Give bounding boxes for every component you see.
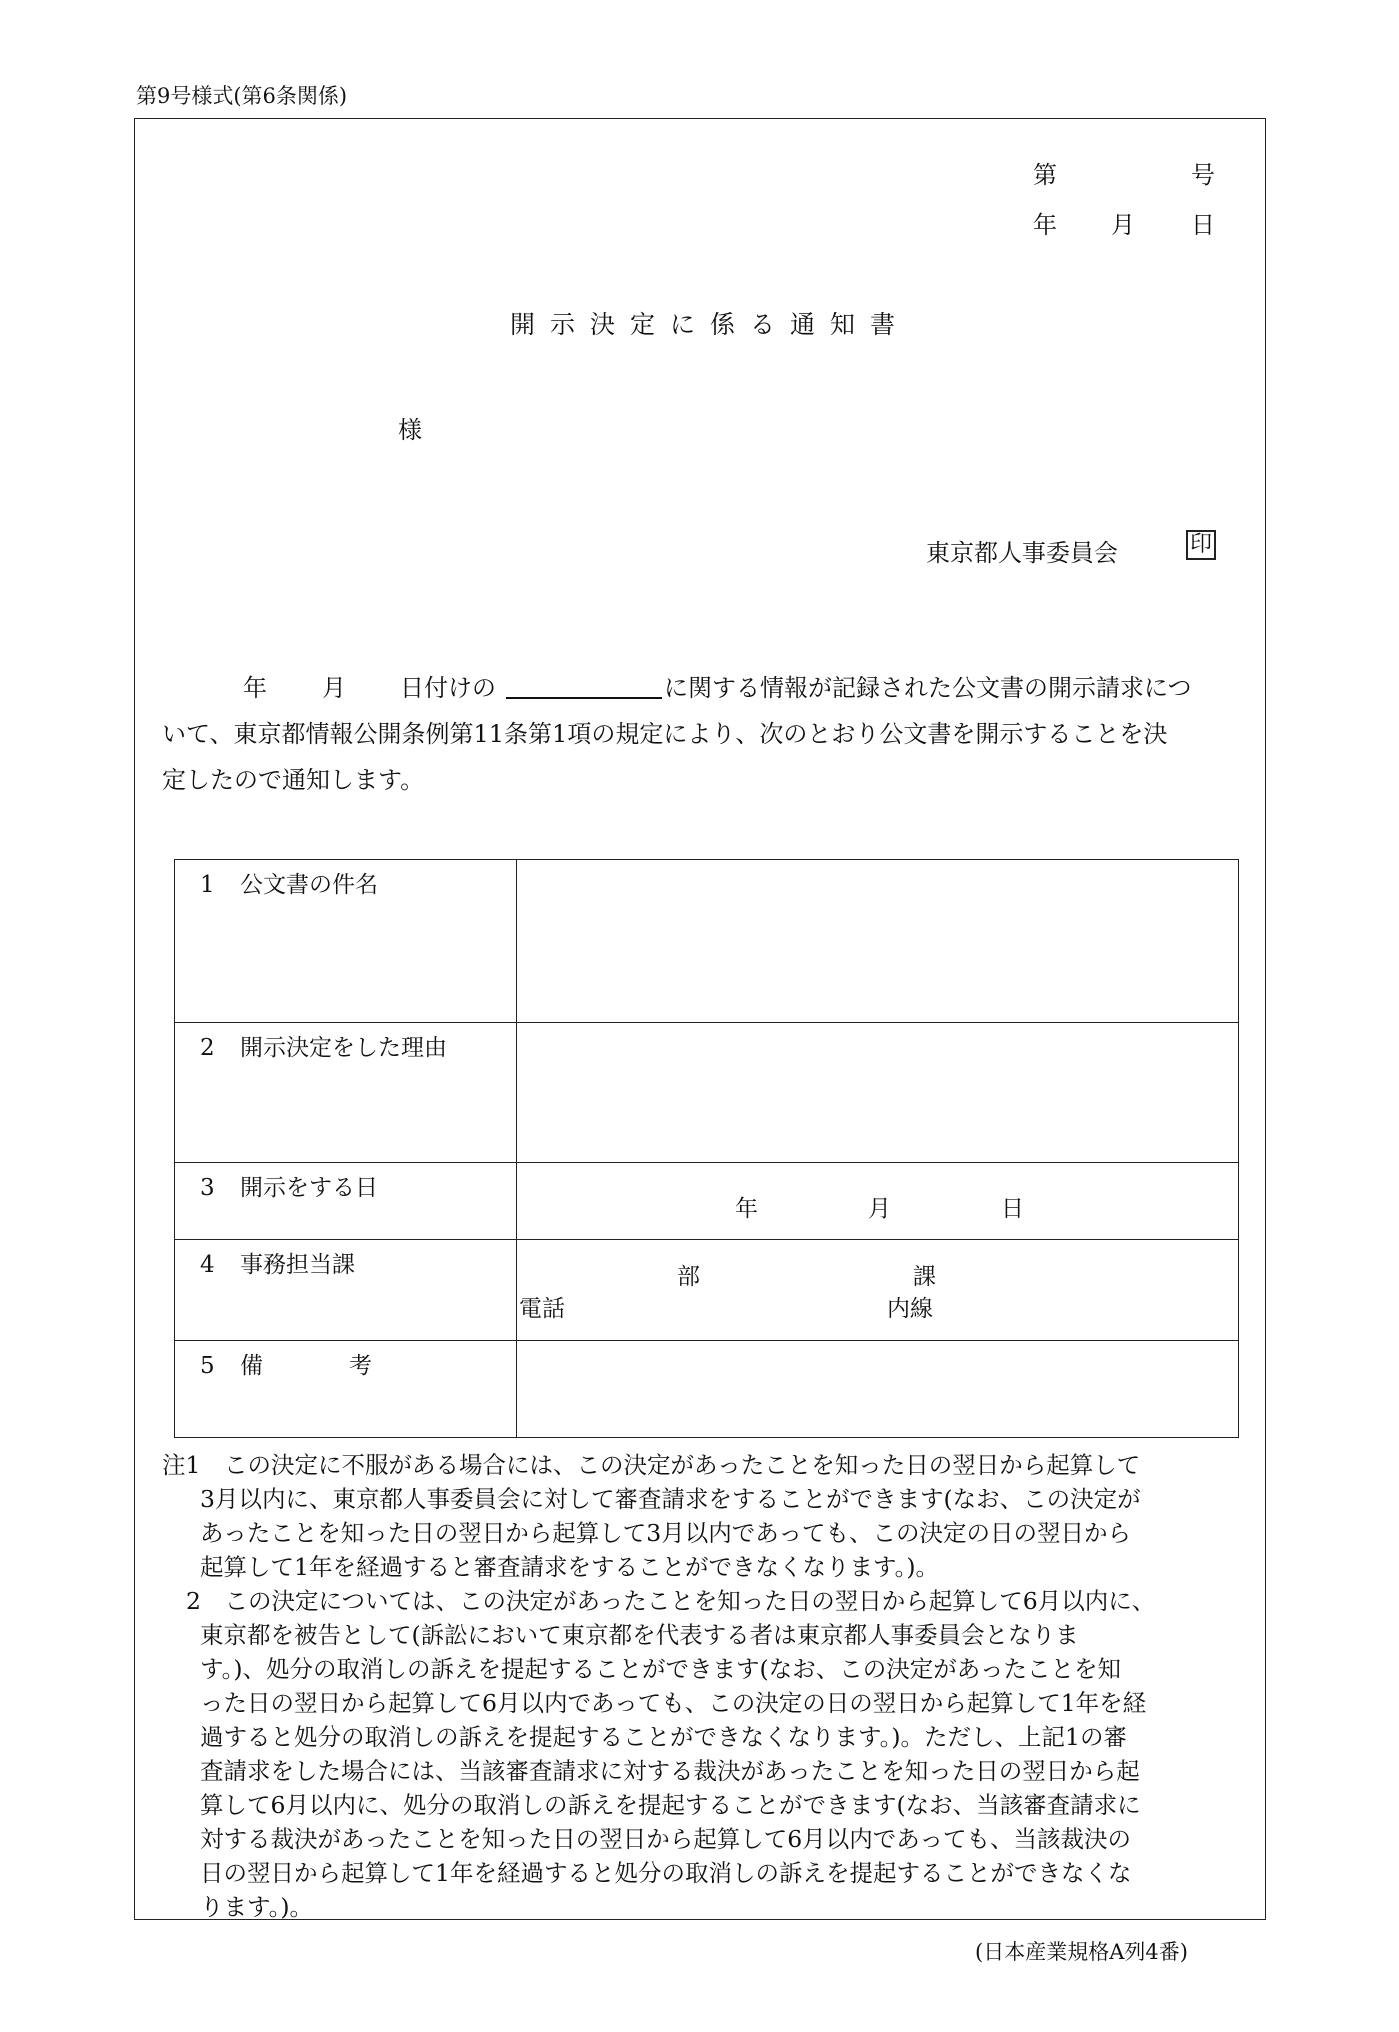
note2-line: 過すると処分の取消しの訴えを提起することができなくなります。)。ただし、上記1の審 <box>200 1723 1127 1751</box>
disclosure-info-table <box>174 859 1239 1438</box>
row-label-bi: 備 <box>240 1353 263 1379</box>
row-label-remarks <box>175 1341 517 1438</box>
row-label-department <box>175 1240 517 1341</box>
remarks-value <box>517 1341 1239 1438</box>
note1-line: 起算して1年を経過すると審査請求をすることができなくなります。)。 <box>200 1553 939 1581</box>
note2-line: 対する裁決があったことを知った日の翌日から起算して6月以内であっても、当該裁決の <box>200 1825 1131 1853</box>
note2-line: った日の翌日から起算して6月以内であっても、この決定の日の翌日から起算して1年を経 <box>200 1689 1147 1717</box>
table-row <box>175 1023 1239 1163</box>
header-month: 月 <box>1111 211 1135 239</box>
header-dai: 第 <box>1033 161 1057 189</box>
paper-standard-note: (日本産業規格A列4番) <box>975 1940 1188 1964</box>
extension-label: 内線 <box>887 1296 933 1322</box>
row-number: 2 <box>200 1035 215 1061</box>
body-line2: いて、東京都情報公開条例第11条第1項の規定により、次のとおり公文書を開示することを決 <box>162 720 1168 748</box>
body-line3: 定したので通知します。 <box>162 766 425 794</box>
dept-ka: 課 <box>913 1264 936 1290</box>
sender-name: 東京都人事委員会 <box>926 539 1118 567</box>
body-line1-rest: に関する情報が記録された公文書の開示請求につ <box>664 674 1192 702</box>
row-label-text: 開示をする日 <box>240 1175 378 1201</box>
row-label-disclosure-date <box>175 1163 517 1240</box>
body-day-suffix: 日付けの <box>400 674 496 702</box>
note2-line: 東京都を被告として(訴訟において東京都を代表する者は東京都人事委員会となりま <box>200 1621 1079 1649</box>
row-label-text: 開示決定をした理由 <box>240 1035 447 1061</box>
seal-mark: 印 <box>1186 530 1216 560</box>
department-value <box>517 1240 1239 1341</box>
row-number: 1 <box>200 872 215 898</box>
subject-blank-underline <box>506 697 662 699</box>
note1-line: あったことを知った日の翌日から起算して3月以内であっても、この決定の日の翌日から <box>200 1519 1131 1547</box>
note1-line: 注1 この決定に不服がある場合には、この決定があったことを知った日の翌日から起算して <box>162 1451 1141 1479</box>
row-number: 5 <box>200 1353 215 1379</box>
note2-line: 算して6月以内に、処分の取消しの訴えを提起することができます(なお、当該審査請求に <box>200 1791 1141 1819</box>
row-label-kou: 考 <box>349 1353 372 1379</box>
addressee-suffix: 様 <box>398 416 422 444</box>
disclosure-date-value <box>517 1163 1239 1240</box>
header-gou: 号 <box>1191 161 1215 189</box>
note2-line: ります。)。 <box>200 1893 314 1921</box>
header-year: 年 <box>1033 211 1057 239</box>
note1-line: 3月以内に、東京都人事委員会に対して審査請求をすることができます(なお、この決定が <box>200 1485 1141 1513</box>
note2-line: 日の翌日から起算して1年を経過すると処分の取消しの訴えを提起することができなくな <box>200 1859 1132 1887</box>
row-number: 4 <box>200 1252 215 1278</box>
body-year: 年 <box>243 674 267 702</box>
note2-line: 2 この決定については、この決定があったことを知った日の翌日から起算して6月以内に、 <box>186 1587 1156 1615</box>
row-label-text: 事務担当課 <box>240 1252 355 1278</box>
body-month: 月 <box>322 674 346 702</box>
date-month: 月 <box>868 1196 891 1222</box>
reason-value <box>517 1023 1239 1163</box>
row-number: 3 <box>200 1175 215 1201</box>
table-row <box>175 1163 1239 1240</box>
row-label-document-name <box>175 860 517 1023</box>
table-row <box>175 860 1239 1023</box>
document-title: 開示決定に係る通知書 <box>510 310 911 339</box>
row-label-reason <box>175 1023 517 1163</box>
row-label-text: 公文書の件名 <box>240 872 378 898</box>
note2-line: 査請求をした場合には、当該審査請求に対する裁決があったことを知った日の翌日から起 <box>200 1757 1140 1785</box>
form-number: 第9号様式(第6条関係) <box>136 84 348 108</box>
phone-label: 電話 <box>519 1296 565 1322</box>
table-row <box>175 1240 1239 1341</box>
table-row <box>175 1341 1239 1438</box>
dept-bu: 部 <box>677 1264 700 1290</box>
note2-line: す。)、処分の取消しの訴えを提起することができます(なお、この決定があったことを知 <box>200 1655 1121 1683</box>
header-day: 日 <box>1191 211 1215 239</box>
document-name-value <box>517 860 1239 1023</box>
date-year: 年 <box>735 1196 758 1222</box>
date-day: 日 <box>1001 1196 1024 1222</box>
